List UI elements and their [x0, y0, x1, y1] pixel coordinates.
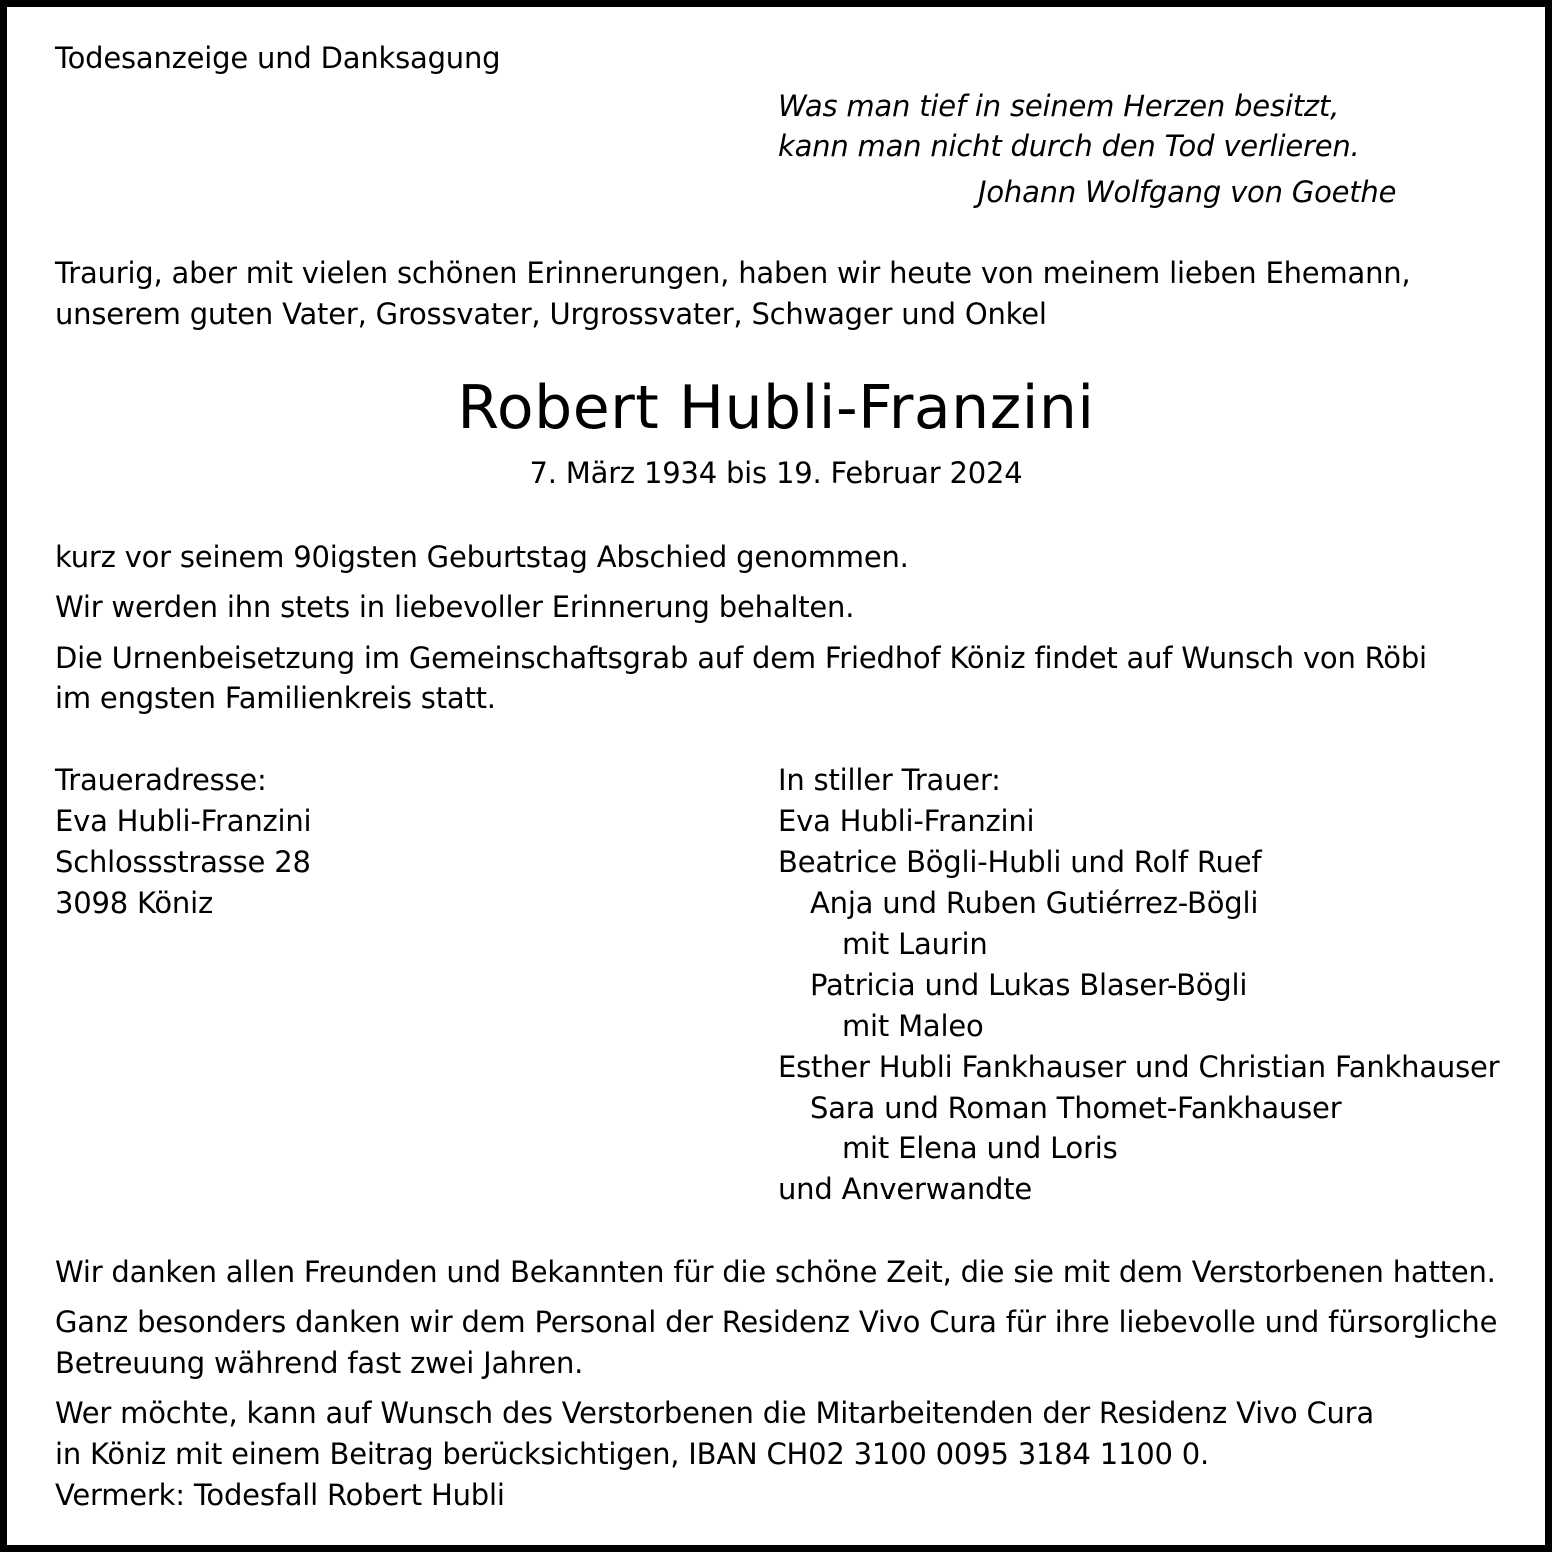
quote-author: Johann Wolfgang von Goethe: [978, 175, 1397, 209]
address-street: Schlossstrasse 28: [55, 845, 311, 879]
mourner-line: und Anverwandte: [778, 1172, 1033, 1206]
body-paragraph-3-line-1: Die Urnenbeisetzung im Gemeinschaftsgrab auf dem Friedhof Köniz findet auf Wunsch von Röbi: [55, 641, 1427, 675]
mourner-line: mit Elena und Loris: [842, 1131, 1118, 1165]
deceased-name: Robert Hubli-Franzini: [457, 373, 1095, 443]
thanks-paragraph-1: Wir danken allen Freunden und Bekannten für die schöne Zeit, die sie mit dem Verstorbenen hatten.: [55, 1255, 1496, 1289]
mourner-line: Eva Hubli-Franzini: [778, 804, 1035, 838]
thanks-paragraph-3-line-2: in Köniz mit einem Beitrag berücksichtigen, IBAN CH02 3100 0095 3184 1100 0.: [55, 1437, 1210, 1471]
mourner-line: Patricia und Lukas Blaser-Bögli: [810, 968, 1248, 1002]
mourner-line: Anja und Ruben Gutiérrez-Bögli: [810, 886, 1259, 920]
thanks-paragraph-2-line-2: Betreuung während fast zwei Jahren.: [55, 1346, 584, 1380]
address-city: 3098 Köniz: [55, 886, 213, 920]
quote-line-1: Was man tief in seinem Herzen besitzt,: [778, 89, 1340, 123]
body-paragraph-2: Wir werden ihn stets in liebevoller Erinnerung behalten.: [55, 590, 855, 624]
mourner-line: mit Laurin: [842, 927, 988, 961]
thanks-paragraph-3-line-3: Vermerk: Todesfall Robert Hubli: [55, 1478, 505, 1512]
body-paragraph-1: kurz vor seinem 90igsten Geburtstag Abschied genommen.: [55, 540, 909, 574]
mourner-line: Esther Hubli Fankhauser und Christian Fankhauser: [778, 1050, 1500, 1084]
mourner-line: mit Maleo: [842, 1009, 984, 1043]
intro-line-1: Traurig, aber mit vielen schönen Erinnerungen, haben wir heute von meinem lieben Ehemann,: [55, 256, 1411, 290]
address-label: Traueradresse:: [55, 763, 267, 797]
mourner-line: Beatrice Bögli-Hubli und Rolf Ruef: [778, 845, 1262, 879]
deceased-dates: 7. März 1934 bis 19. Februar 2024: [529, 456, 1023, 490]
mourners-label: In stiller Trauer:: [778, 763, 1001, 797]
thanks-paragraph-2-line-1: Ganz besonders danken wir dem Personal der Residenz Vivo Cura für ihre liebevolle und fürsorgliche: [55, 1305, 1498, 1339]
address-name: Eva Hubli-Franzini: [55, 804, 312, 838]
mourner-line: Sara und Roman Thomet-Fankhauser: [810, 1091, 1342, 1125]
quote-line-2: kann man nicht durch den Tod verlieren.: [778, 129, 1360, 163]
body-paragraph-3-line-2: im engsten Familienkreis statt.: [55, 681, 496, 715]
thanks-paragraph-3-line-1: Wer möchte, kann auf Wunsch des Verstorbenen die Mitarbeitenden der Residenz Vivo Cura: [55, 1396, 1374, 1430]
intro-line-2: unserem guten Vater, Grossvater, Urgrossvater, Schwager und Onkel: [55, 297, 1047, 331]
notice-title: Todesanzeige und Danksagung: [55, 41, 501, 75]
